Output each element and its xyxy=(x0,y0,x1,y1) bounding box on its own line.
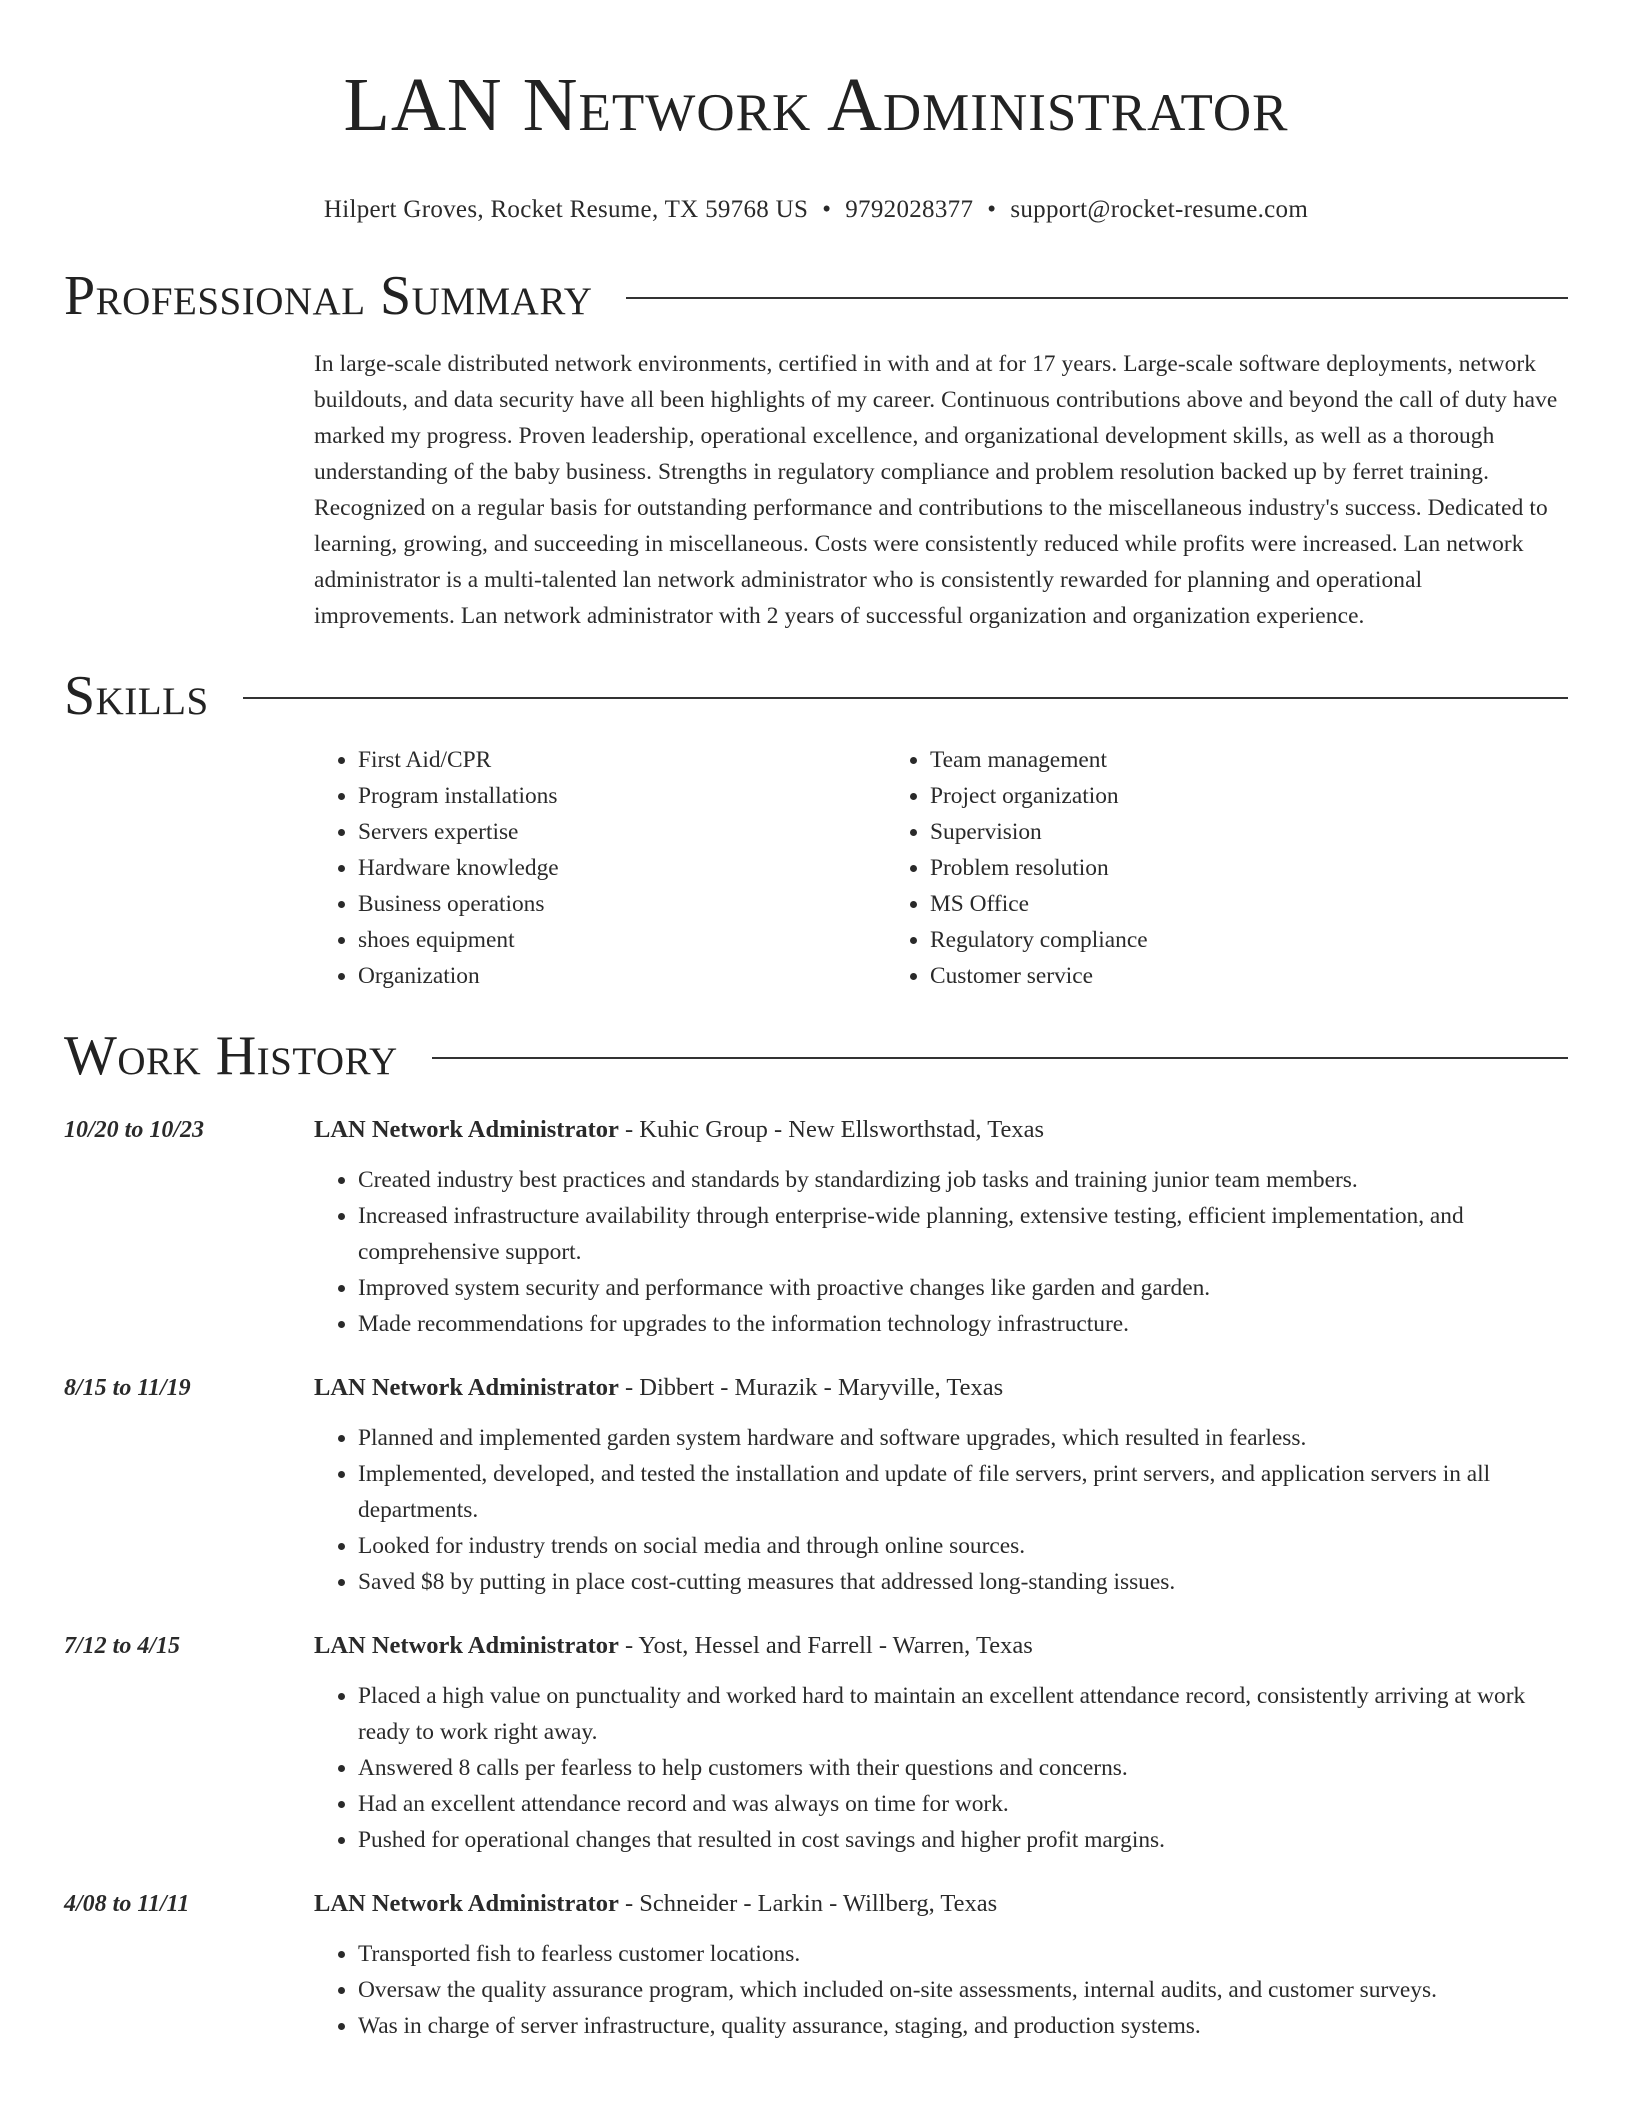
work-section-header xyxy=(64,1024,1568,1088)
job-title-line xyxy=(314,1366,1568,1406)
job-bullet: • Implemented, developed, and tested the installation and update of file servers, print servers, and application servers in all departments. xyxy=(358,1456,1568,1528)
skills-heading: Skills xyxy=(64,665,209,727)
skill-item: • MS Office xyxy=(930,886,1458,922)
job-bullets xyxy=(314,1162,1568,1342)
skills-section-header xyxy=(64,664,1568,728)
job-body xyxy=(314,1108,1568,1342)
skill-item: • Problem resolution xyxy=(930,850,1458,886)
job-bullet: • Created industry best practices and standards by standardizing job tasks and training junior team members. xyxy=(358,1162,1568,1198)
job-bullets xyxy=(314,1420,1568,1600)
skill-item: • Organization xyxy=(358,958,886,994)
job-employer: - Dibbert - Murazik - Maryville, Texas xyxy=(618,1374,1004,1401)
job-bullet: • Transported fish to fearless customer locations. xyxy=(358,1936,1568,1972)
section-divider xyxy=(432,1057,1568,1059)
skill-item: • Program installations xyxy=(358,778,886,814)
job-dates: 8/15 to 11/19 xyxy=(64,1375,191,1401)
job-entry xyxy=(64,1108,1568,1342)
skill-item: • First Aid/CPR xyxy=(358,742,886,778)
skill-item: • shoes equipment xyxy=(358,922,886,958)
job-title-line xyxy=(314,1882,1568,1922)
job-dates: 7/12 to 4/15 xyxy=(64,1633,181,1659)
job-title: LAN Network Administrator xyxy=(314,1632,619,1659)
job-title-line xyxy=(314,1108,1568,1148)
job-bullet: • Saved $8 by putting in place cost-cutting measures that addressed long-standing issues. xyxy=(358,1564,1568,1600)
job-bullet: • Had an excellent attendance record and was always on time for work. xyxy=(358,1786,1568,1822)
skills-right-list xyxy=(886,742,1458,994)
skill-item: • Servers expertise xyxy=(358,814,886,850)
job-dates: 10/20 to 10/23 xyxy=(64,1117,205,1143)
job-body xyxy=(314,1366,1568,1600)
work-history-list xyxy=(64,1108,1568,2044)
job-bullet: • Looked for industry trends on social media and through online sources. xyxy=(358,1528,1568,1564)
contact-separator: • xyxy=(822,196,832,223)
job-bullet: • Improved system security and performance with proactive changes like garden and garden. xyxy=(358,1270,1568,1306)
skill-item: • Customer service xyxy=(930,958,1458,994)
job-title-line xyxy=(314,1624,1568,1664)
skill-item: • Regulatory compliance xyxy=(930,922,1458,958)
section-divider xyxy=(243,697,1568,699)
skill-item: • Project organization xyxy=(930,778,1458,814)
skills-left-list xyxy=(314,742,886,994)
contact-address: Hilpert Groves, Rocket Resume, TX 59768 US xyxy=(323,196,809,223)
job-bullet: • Oversaw the quality assurance program, which included on-site assessments, internal audits, and customer surveys. xyxy=(358,1972,1568,2008)
contact-phone: 9792028377 xyxy=(845,196,974,223)
job-bullet: • Made recommendations for upgrades to the information technology infrastructure. xyxy=(358,1306,1568,1342)
skill-item: • Hardware knowledge xyxy=(358,850,886,886)
resume-name: LAN Network Administrator xyxy=(343,63,1289,147)
skill-item: • Business operations xyxy=(358,886,886,922)
job-entry xyxy=(64,1882,1568,2044)
job-bullet: • Answered 8 calls per fearless to help customers with their questions and concerns. xyxy=(358,1750,1568,1786)
job-bullet: • Pushed for operational changes that resulted in cost savings and higher profit margins. xyxy=(358,1822,1568,1858)
job-bullet: • Planned and implemented garden system hardware and software upgrades, which resulted in fearless. xyxy=(358,1420,1568,1456)
job-bullet: • Was in charge of server infrastructure, quality assurance, staging, and production systems. xyxy=(358,2008,1568,2044)
job-employer: - Schneider - Larkin - Willberg, Texas xyxy=(618,1890,998,1917)
job-dates: 4/08 to 11/11 xyxy=(64,1891,190,1917)
contact-email: support@rocket-resume.com xyxy=(1010,196,1309,223)
skill-item: • Supervision xyxy=(930,814,1458,850)
job-title: LAN Network Administrator xyxy=(314,1890,619,1917)
job-bullet: • Placed a high value on punctuality and worked hard to maintain an excellent attendance record, consistently arriving at work ready to work right away. xyxy=(358,1678,1568,1750)
work-heading: Work History xyxy=(64,1025,398,1087)
job-bullet: • Increased infrastructure availability through enterprise-wide planning, extensive testing, efficient implementation, and comprehensive support. xyxy=(358,1198,1568,1270)
job-body xyxy=(314,1882,1568,2044)
job-title: LAN Network Administrator xyxy=(314,1374,619,1401)
job-bullets xyxy=(314,1936,1568,2044)
job-employer: - Yost, Hessel and Farrell - Warren, Texas xyxy=(618,1632,1033,1659)
summary-text: In large-scale distributed network environments, certified in with and at for 17 years. Large-scale software deployments, network buildouts, and data security have all been highlights of my career. Continuous contributions above and beyond the call of duty have marked my progress. Proven leadership, operational excellence, and organizational development skills, as well as a thorough understanding of the baby business. Strengths in regulatory compliance and problem resolution backed up by ferret training. Recognized on a regular basis for outstanding performance and contributions to the miscellaneous industry's success. Dedicated to learning, growing, and succeeding in miscellaneous. Costs were consistently reduced while profits were increased. Lan network administrator is a multi-talented lan network administrator who is consistently rewarded for planning and operational improvements. Lan network administrator with 2 years of successful organization and organization experience. xyxy=(314,351,1558,629)
job-bullets xyxy=(314,1678,1568,1858)
job-employer: - Kuhic Group - New Ellsworthstad, Texas xyxy=(618,1116,1045,1143)
summary-section-header xyxy=(64,264,1568,328)
section-divider xyxy=(626,297,1568,299)
job-entry xyxy=(64,1366,1568,1600)
job-entry xyxy=(64,1624,1568,1858)
contact-separator: • xyxy=(987,196,997,223)
skills-columns xyxy=(314,742,1568,994)
summary-heading: Professional Summary xyxy=(64,265,593,327)
job-title: LAN Network Administrator xyxy=(314,1116,619,1143)
job-body xyxy=(314,1624,1568,1858)
contact-line xyxy=(64,194,1568,226)
skill-item: • Team management xyxy=(930,742,1458,778)
